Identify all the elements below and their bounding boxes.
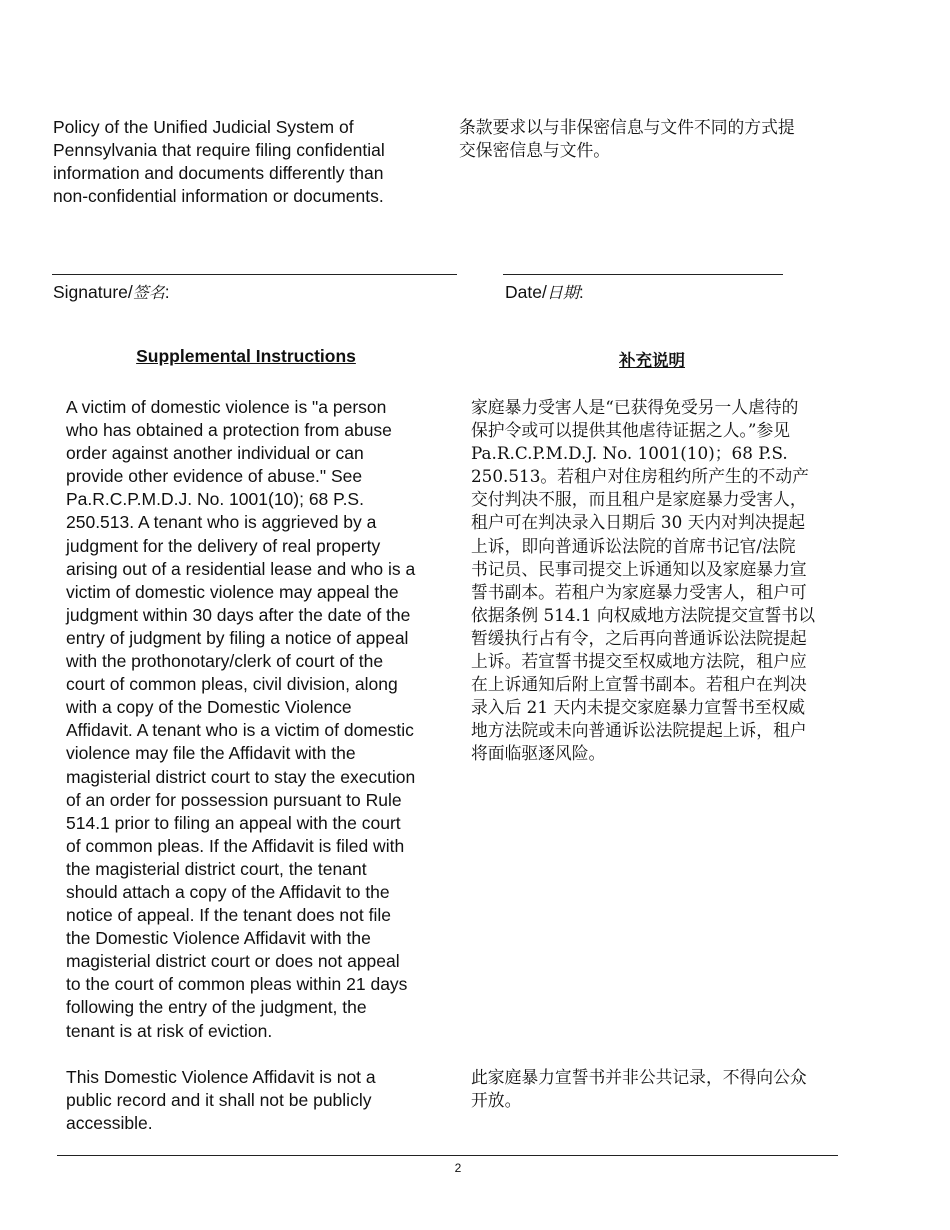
signature-label xyxy=(53,280,170,303)
page-number: 2 xyxy=(454,1161,462,1175)
signature-line xyxy=(52,274,457,275)
signature-label-zh: 签名 xyxy=(132,283,165,302)
date-label-en: Date/ xyxy=(505,282,547,302)
policy-text-zh: 条款要求以与非保密信息与文件不同的方式提 交保密信息与文件。 xyxy=(459,117,795,161)
policy-text-en: Policy of the Unified Judicial System of Pennsylvania that require filing confidential information and documents differently than non-confidential information or documents. xyxy=(53,117,385,207)
supplemental-heading-en: Supplemental Instructions xyxy=(136,346,356,366)
date-line xyxy=(503,274,783,275)
signature-label-en: Signature/ xyxy=(53,282,133,302)
supplemental-body-zh: 家庭暴力受害人是“已获得免受另一人虐待的 保护令或可以提供其他虐待证据之人。”参见 Pa.R.C.P.M.D.J. No. 1001(10)；68 P.S. 250.513。若租户对住房租约所产生的不动产 交付判决不服，而且租户是家庭暴力受害人， 租户可在判决录入日期后 30 天内对判决提起 上诉，即向普通诉讼法院的首席书记官/法院 书记员、民事司提交上诉通知以及家庭暴力宣 誓书副本。若租户为家庭暴力受害人，租户可 依据条例 514.1 向权威地方法院提交宣誓书以 暂缓执行占有令，之后再向普通诉讼法院提起 上诉。若宣誓书提交至权威地方法院，租户应 在上诉通知后附上宣誓书副本。若租户在判决 录入后 21 天内未提交家庭暴力宣誓书至权威 地方法院或未向普通诉讼法院提起上诉，租户 将面临驱逐风险。 xyxy=(471,397,815,764)
public-record-text-en: This Domestic Violence Affidavit is not a public record and it shall not be publicly accessible. xyxy=(66,1067,376,1134)
supplemental-body-en: A victim of domestic violence is "a person who has obtained a protection from abuse order against another individual or can provide other evidence of abuse." See Pa.R.C.P.M.D.J. No. 1001(10); 68 P.S. 250.513. A tenant who is aggrieved by a judgment for the delivery of real property arising out of a residential lease and who is a victim of domestic violence may appeal the judgment within 30 days after the date of the entry of judgment by filing a notice of appeal with the prothonotary/clerk of court of the court of common pleas, civil division, along with a copy of the Domestic Violence Affidavit. A tenant who is a victim of domestic violence may file the Affidavit with the magisterial district court to stay the execution of an order for possession pursuant to Rule 514.1 prior to filing an appeal with the court of common pleas. If the Affidavit is filed with the magisterial district court, the tenant should attach a copy of the Affidavit to the notice of appeal. If the tenant does not file the Domestic Violence Affidavit with the magisterial district court or does not appeal to the court of common pleas within 21 days following the entry of the judgment, the tenant is at risk of eviction. xyxy=(66,397,416,1041)
footer-divider xyxy=(57,1155,838,1156)
date-label-zh: 日期 xyxy=(546,283,579,302)
public-record-text-zh: 此家庭暴力宣誓书并非公共记录，不得向公众 开放。 xyxy=(471,1067,807,1111)
date-colon: : xyxy=(578,282,584,302)
signature-colon: : xyxy=(164,282,170,302)
supplemental-heading-zh: 补充说明 xyxy=(619,351,685,370)
date-label xyxy=(505,280,584,303)
